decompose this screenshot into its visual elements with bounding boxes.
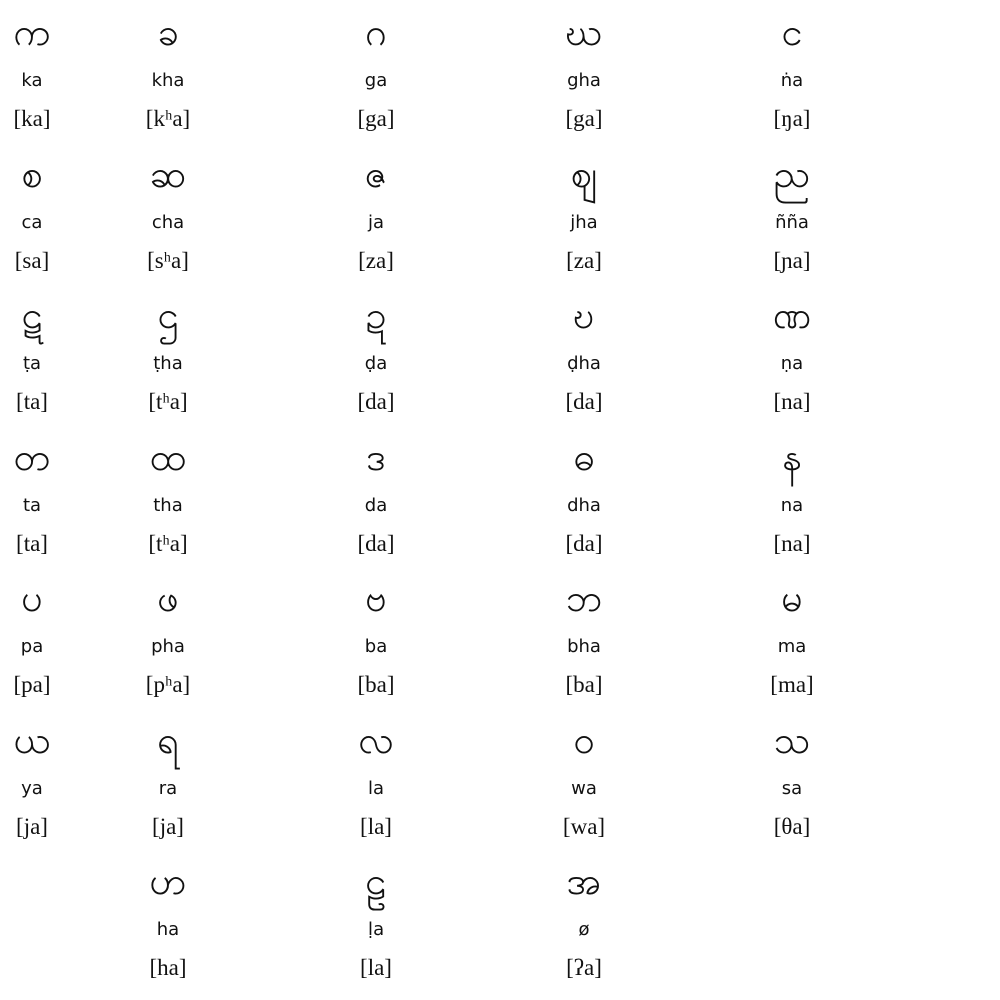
consonant-glyph: ပ: [21, 576, 43, 620]
ipa-pronunciation: [ta]: [16, 389, 48, 414]
transliteration: ḷa: [367, 919, 385, 940]
consonant-glyph: မ: [781, 576, 803, 620]
consonant-glyph: ည: [773, 151, 811, 196]
consonant-glyph: ဂ: [365, 10, 387, 54]
ipa-pronunciation: [la]: [360, 813, 392, 839]
consonant-glyph: ဘ: [565, 576, 603, 620]
empty-cell: [0, 849, 64, 991]
transliteration: pha: [151, 636, 185, 657]
consonant-cell: [64, 283, 272, 425]
ipa-pronunciation: [ja]: [16, 813, 48, 839]
consonant-cell: [272, 708, 480, 850]
consonant-cell: [272, 283, 480, 425]
ipa-pronunciation: [ka]: [13, 106, 51, 131]
consonant-cell: [0, 425, 64, 567]
consonant-cell: [688, 0, 896, 142]
consonant-glyph: ဃ: [565, 10, 603, 54]
ipa-pronunciation: [za]: [566, 247, 602, 273]
transliteration: na: [780, 494, 804, 516]
transliteration: ha: [156, 919, 180, 940]
transliteration: ja: [367, 211, 385, 233]
consonant-cell: [688, 283, 896, 425]
consonant-cell: [480, 566, 688, 708]
consonant-cell: [480, 425, 688, 567]
transliteration: ra: [158, 777, 178, 799]
consonant-glyph: ဓ: [573, 434, 595, 479]
consonant-cell: [272, 0, 480, 142]
ipa-pronunciation: [ŋa]: [773, 106, 811, 131]
consonant-cell: [480, 708, 688, 850]
consonant-glyph: အ: [566, 859, 602, 903]
ipa-pronunciation: [na]: [773, 530, 811, 556]
transliteration: cha: [151, 211, 185, 233]
consonant-glyph: လ: [358, 717, 394, 762]
transliteration: jha: [570, 211, 598, 233]
consonant-cell: [272, 142, 480, 284]
ipa-pronunciation: [da]: [565, 530, 603, 556]
transliteration: wa: [571, 777, 597, 799]
ipa-pronunciation: [sa]: [14, 247, 50, 273]
empty-cell: [688, 849, 896, 991]
consonant-cell: [688, 425, 896, 567]
consonant-glyph: ယ: [13, 717, 51, 762]
ipa-pronunciation: [pa]: [13, 672, 51, 697]
consonant-glyph: ရ: [157, 717, 179, 762]
consonant-glyph: ဖ: [157, 576, 179, 620]
consonant-glyph: တ: [13, 434, 51, 479]
consonant-glyph: ဋ: [21, 293, 43, 337]
consonant-cell: [64, 142, 272, 284]
ipa-pronunciation: [sʰa]: [147, 247, 189, 273]
consonant-cell: [0, 142, 64, 284]
ipa-pronunciation: [da]: [357, 389, 395, 414]
transliteration: sa: [781, 777, 803, 799]
consonant-glyph: သ: [773, 717, 811, 762]
consonant-cell: [0, 708, 64, 850]
ipa-pronunciation: [tʰa]: [148, 389, 188, 414]
consonant-glyph: ဇ: [364, 151, 388, 196]
consonant-glyph: ဆ: [149, 151, 187, 196]
consonant-cell: [64, 708, 272, 850]
consonant-cell: [272, 849, 480, 991]
ipa-pronunciation: [ha]: [149, 955, 187, 980]
transliteration: ḍa: [364, 353, 388, 374]
consonant-glyph: ဈ: [570, 151, 598, 196]
transliteration: kha: [151, 70, 185, 91]
consonant-cell: [0, 283, 64, 425]
consonant-glyph: ဠ: [365, 859, 387, 903]
consonant-cell: [64, 0, 272, 142]
consonant-glyph: ဌ: [157, 293, 179, 337]
consonant-cell: [64, 425, 272, 567]
ipa-pronunciation: [da]: [357, 530, 395, 556]
transliteration: ba: [364, 636, 388, 657]
ipa-pronunciation: [pʰa]: [145, 672, 191, 697]
consonant-cell: [272, 425, 480, 567]
transliteration: pa: [20, 636, 44, 657]
consonant-cell: [64, 566, 272, 708]
consonant-glyph: ဗ: [365, 576, 387, 620]
ipa-pronunciation: [ba]: [565, 672, 603, 697]
consonant-cell: [480, 283, 688, 425]
consonant-glyph: ထ: [149, 434, 187, 479]
ipa-pronunciation: [wa]: [562, 813, 606, 839]
transliteration: tha: [153, 494, 183, 516]
consonant-cell: [688, 566, 896, 708]
consonant-cell: [480, 142, 688, 284]
ipa-pronunciation: [za]: [358, 247, 394, 273]
transliteration: bha: [567, 636, 601, 657]
transliteration: ca: [21, 211, 43, 233]
ipa-pronunciation: [ga]: [565, 106, 603, 131]
ipa-pronunciation: [la]: [360, 955, 392, 980]
transliteration: gha: [567, 70, 601, 91]
transliteration: ñña: [775, 211, 809, 233]
transliteration: ta: [22, 494, 42, 516]
consonant-glyph: ဍ: [365, 293, 387, 337]
transliteration: ma: [777, 636, 807, 657]
consonant-cell: [688, 142, 896, 284]
consonant-cell: [64, 849, 272, 991]
consonant-cell: [688, 708, 896, 850]
ipa-pronunciation: [ta]: [16, 530, 48, 556]
consonant-glyph: ဝ: [573, 717, 595, 762]
transliteration: ṇa: [780, 353, 804, 374]
ipa-pronunciation: [θa]: [773, 813, 811, 839]
ipa-pronunciation: [ma]: [770, 672, 814, 697]
consonant-glyph: က: [13, 10, 51, 54]
consonant-glyph: ဎ: [573, 293, 595, 337]
ipa-pronunciation: [na]: [773, 389, 811, 414]
transliteration: ṭa: [22, 353, 42, 374]
transliteration: ḍha: [567, 353, 601, 374]
transliteration: ka: [21, 70, 43, 91]
consonant-cell: [480, 0, 688, 142]
transliteration: da: [364, 494, 388, 516]
ipa-pronunciation: [ʔa]: [566, 955, 602, 980]
ipa-pronunciation: [ja]: [152, 813, 184, 839]
transliteration: la: [367, 777, 385, 799]
consonant-glyph: စ: [21, 151, 43, 196]
ipa-pronunciation: [kʰa]: [145, 106, 191, 131]
transliteration: ø: [578, 919, 590, 940]
consonant-cell: [480, 849, 688, 991]
ipa-pronunciation: [ga]: [357, 106, 395, 131]
consonant-glyph: ဟ: [149, 859, 187, 903]
consonant-glyph: င: [781, 10, 803, 54]
consonant-glyph: ဏ: [772, 293, 812, 337]
transliteration: ṭha: [153, 353, 183, 374]
consonant-glyph: ခ: [157, 10, 179, 54]
transliteration: ga: [364, 70, 388, 91]
consonant-cell: [0, 0, 64, 142]
transliteration: dha: [567, 494, 601, 516]
consonant-cell: [272, 566, 480, 708]
ipa-pronunciation: [da]: [565, 389, 603, 414]
ipa-pronunciation: [ba]: [357, 672, 395, 697]
consonant-glyph: ဒ: [366, 434, 386, 479]
consonant-glyph: န: [782, 434, 802, 479]
consonant-cell: [0, 566, 64, 708]
transliteration: ya: [21, 777, 43, 799]
ipa-pronunciation: [tʰa]: [148, 530, 188, 556]
transliteration: ṅa: [780, 70, 804, 91]
ipa-pronunciation: [ɲa]: [773, 247, 811, 273]
